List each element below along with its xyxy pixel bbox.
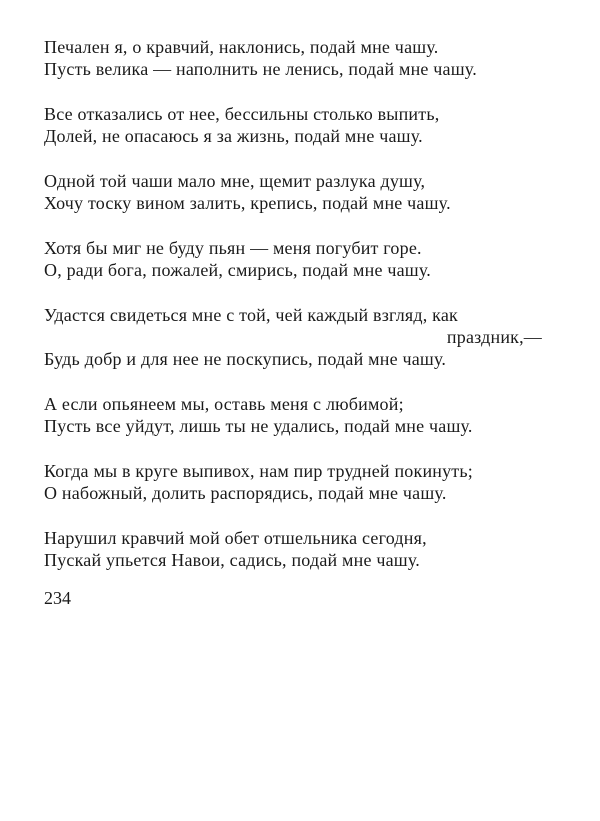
stanza-1 — [44, 36, 544, 80]
stanza-6 — [44, 393, 544, 437]
poem-line: Одной той чаши мало мне, щемит разлука душу, — [44, 171, 426, 191]
poem-line: Пускай упьется Навои, садись, подай мне чашу. — [44, 550, 420, 570]
stanza-7 — [44, 460, 544, 504]
poem-line-continuation: праздник,— — [446, 327, 542, 347]
poem-line: Нарушил кравчий мой обет отшельника сегодня, — [44, 528, 427, 548]
poem-line: Печален я, о кравчий, наклонись, подай мне чашу. — [44, 37, 439, 57]
poem-line: Когда мы в круге выпивох, нам пир трудней покинуть; — [44, 461, 473, 481]
poem — [44, 36, 544, 594]
poem-line: Долей, не опасаюсь я за жизнь, подай мне чашу. — [44, 126, 423, 146]
stanza-8 — [44, 527, 544, 571]
stanza-4 — [44, 237, 544, 281]
stanza-2 — [44, 103, 544, 147]
stanza-3 — [44, 170, 544, 214]
poem-line: О набожный, долить распорядись, подай мне чашу. — [44, 483, 447, 503]
poem-line: О, ради бога, пожалей, смирись, подай мне чашу. — [44, 260, 431, 280]
poem-line: Хочу тоску вином залить, крепись, подай мне чашу. — [44, 193, 451, 213]
stanza-5 — [44, 304, 544, 370]
poem-line: Пусть велика — наполнить не ленись, подай мне чашу. — [44, 59, 477, 79]
poem-line: А если опьянеем мы, оставь меня с любимой; — [44, 394, 404, 414]
poem-line: Удастся свидеться мне с той, чей каждый взгляд, как — [44, 305, 458, 325]
poem-line: Будь добр и для нее не поскупись, подай мне чашу. — [44, 349, 447, 369]
poem-line: Хотя бы миг не буду пьян — меня погубит горе. — [44, 238, 422, 258]
page-number: 234 — [44, 588, 71, 608]
poem-line: Пусть все уйдут, лишь ты не удались, подай мне чашу. — [44, 416, 473, 436]
poem-line: Все отказались от нее, бессильны столько выпить, — [44, 104, 440, 124]
